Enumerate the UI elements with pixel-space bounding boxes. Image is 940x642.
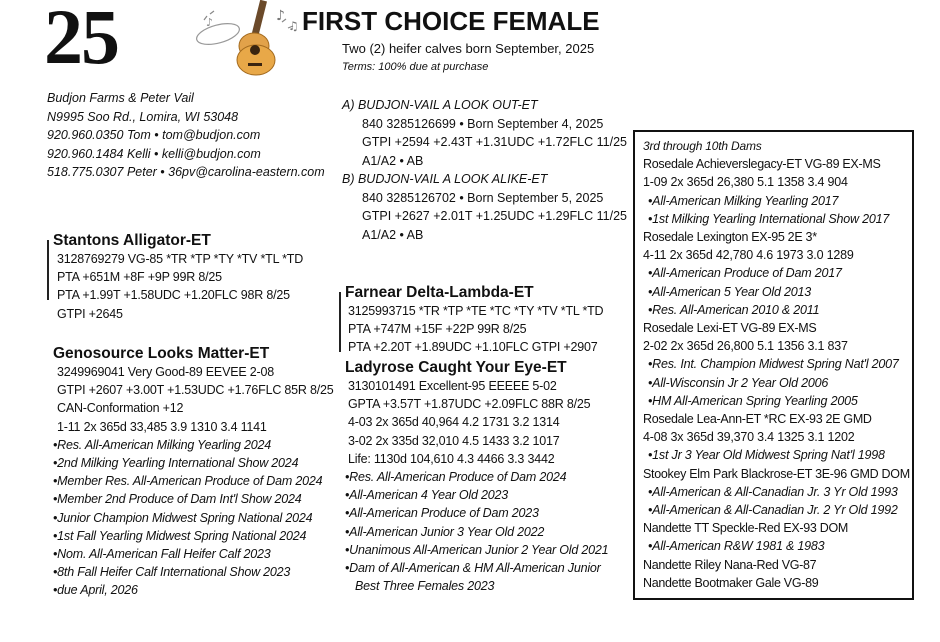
dam-ladyrose (345, 359, 608, 595)
dam-ladyrose-honor: •Unanimous All-American Junior 2 Year Old 2021 (345, 542, 609, 557)
heifer-b-genotype: A1/A2 • AB (362, 227, 424, 242)
svg-text:♪: ♪ (206, 16, 214, 29)
dam-genosource-honor: •Junior Champion Midwest Spring National 2024 (53, 510, 313, 525)
sire-farnear-name: Farnear Delta-Lambda-ET (345, 284, 534, 301)
dam-entry-name: Rosedale Lea-Ann-ET *RC EX-93 2E GMD (643, 412, 872, 427)
sire-farnear-line: PTA +2.20T +1.89UDC +1.10FLC GTPI +2907 (348, 340, 598, 355)
dam-entry-record: 1-09 2x 365d 26,380 5.1 1358 3.4 904 (643, 175, 848, 190)
heifer-b-gtpi: GTPI +2627 +2.01T +1.25UDC +1.29FLC 11/25 (362, 209, 627, 224)
dam-entry-name: Rosedale Achieverslegacy-ET VG-89 EX-MS (643, 157, 881, 172)
page-title: FIRST CHOICE FEMALE (302, 6, 600, 36)
sire-stantons-line: GTPI +2645 (57, 306, 123, 321)
lot-subtitle: Two (2) heifer calves born September, 2025 (342, 41, 595, 56)
svg-text:♪: ♪ (276, 8, 285, 24)
dam-entry-honor: •Res. All-American 2010 & 2011 (648, 302, 820, 317)
dam-entry-record: 4-08 3x 365d 39,370 3.4 1325 3.1 1202 (643, 430, 855, 445)
dam-entry-honor: •HM All-American Spring Yearling 2005 (648, 393, 858, 408)
dam-entry-honor: •1st Jr 3 Year Old Midwest Spring Nat'l 1998 (648, 448, 885, 463)
consignor-contact-kelli: 920.960.1484 Kelli • kelli@budjon.com (47, 146, 261, 161)
sire-farnear-line: 3125993715 *TR *TP *TE *TC *TY *TV *TL *TD (348, 304, 604, 318)
dam-entry-name: Stookey Elm Park Blackrose-ET 3E-96 GMD DOM (643, 466, 910, 481)
dam-entry-name: Nandette Bootmaker Gale VG-89 (643, 575, 819, 590)
heifer-a-id: 840 3285126699 • Born September 4, 2025 (362, 116, 604, 131)
dam-genosource-honor: •Res. All-American Milking Yearling 2024 (53, 437, 272, 452)
sire-farnear (345, 284, 603, 357)
heifer-a-gtpi: GTPI +2594 +2.43T +1.31UDC +1.72FLC 11/25 (362, 135, 627, 150)
dam-entry-name: Rosedale Lexi-ET VG-89 EX-MS (643, 321, 817, 336)
dam-genosource-line: CAN-Conformation +12 (57, 401, 184, 416)
dam-genosource (53, 345, 334, 600)
dam-entry-name: Nandette Riley Nana-Red VG-87 (643, 557, 817, 572)
dam-genosource-line: 3249969041 Very Good-89 EEVEE 2-08 (57, 365, 274, 379)
heifer-a (342, 96, 627, 170)
heifer-a-name: A) BUDJON-VAIL A LOOK OUT-ET (342, 98, 538, 112)
dam-entry-honor: •All-Wisconsin Jr 2 Year Old 2006 (648, 375, 829, 390)
dam-ladyrose-line: 4-03 2x 365d 40,964 4.2 1731 3.2 1314 (348, 415, 560, 430)
dams-heading: 3rd through 10th Dams (643, 139, 762, 153)
dam-entry-honor: •All-American Milking Yearling 2017 (648, 193, 839, 208)
dam-genosource-line: 1-11 2x 365d 33,485 3.9 1310 3.4 1141 (57, 419, 267, 434)
dam-genosource-honor: •1st Fall Yearling Midwest Spring National 2024 (53, 528, 307, 543)
dam-entry-honor: •All-American Produce of Dam 2017 (648, 266, 842, 281)
dam-genosource-name: Genosource Looks Matter-ET (53, 345, 270, 362)
dam-entry-record: 4-11 2x 365d 42,780 4.6 1973 3.0 1289 (643, 248, 854, 263)
svg-text:♫: ♫ (288, 19, 299, 33)
consignor-info (47, 89, 325, 182)
sire-farnear-line: PTA +747M +15F +22P 99R 8/25 (348, 322, 527, 337)
heifer-b-name: B) BUDJON-VAIL A LOOK ALIKE-ET (342, 172, 548, 186)
dam-entry-name: Rosedale Lexington EX-95 2E 3* (643, 230, 817, 245)
dam-entry-honor: •All-American R&W 1981 & 1983 (648, 539, 825, 554)
dam-genosource-honor: •Member Res. All-American Produce of Dam 2024 (53, 474, 323, 489)
consignor-contact-tom: 920.960.0350 Tom • tom@budjon.com (47, 128, 261, 143)
dam-entry-honor: •All-American & All-Canadian Jr. 2 Yr Old 1992 (648, 503, 898, 518)
consignor-name: Budjon Farms & Peter Vail (47, 91, 194, 105)
dam-entry-honor: •All-American 5 Year Old 2013 (648, 284, 812, 299)
sire-stantons-name: Stantons Alligator-ET (53, 232, 211, 249)
dam-ladyrose-line: 3130101491 Excellent-95 EEEEE 5-02 (348, 379, 557, 393)
terms-text: Terms: 100% due at purchase (342, 61, 489, 73)
dam-genosource-honor: •2nd Milking Yearling International Show 2024 (53, 456, 299, 471)
dam-ladyrose-honor: •All-American Produce of Dam 2023 (345, 506, 539, 521)
sire-stantons-line: PTA +1.99T +1.58UDC +1.20FLC 98R 8/25 (57, 288, 290, 303)
sire-stantons (53, 232, 303, 323)
dam-ladyrose-line: 3-02 2x 335d 32,010 4.5 1433 3.2 1017 (348, 433, 560, 448)
sire-stantons-line: PTA +651M +8F +9P 99R 8/25 (57, 270, 222, 285)
dam-ladyrose-honor: •Dam of All-American & HM All-American Junior (345, 561, 601, 576)
heifer-b (342, 170, 627, 244)
sire-stantons-line: 3128769279 VG-85 *TR *TP *TY *TV *TL *TD (57, 252, 304, 266)
heifer-b-id: 840 3285126702 • Born September 5, 2025 (362, 190, 604, 205)
dam-entry-honor: •Res. Int. Champion Midwest Spring Nat'l 2007 (648, 357, 899, 372)
dam-genosource-honor: •Member 2nd Produce of Dam Int'l Show 2024 (53, 492, 302, 507)
dam-ladyrose-line: Life: 1130d 104,610 4.3 4466 3.3 3442 (348, 451, 555, 466)
sire-bar (339, 292, 341, 352)
lot-number: 25 (44, 0, 118, 80)
dams-pedigree-box (633, 130, 914, 600)
guitar-illustration (196, 0, 302, 78)
dam-genosource-line: GTPI +2607 +3.00T +1.53UDC +1.76FLC 85R 8/25 (57, 383, 334, 398)
sire-bar (47, 240, 49, 300)
dam-ladyrose-honor: •All-American 4 Year Old 2023 (345, 488, 509, 503)
dam-ladyrose-honor: •All-American Junior 3 Year Old 2022 (345, 524, 545, 539)
dam-ladyrose-honor: Best Three Females 2023 (355, 579, 495, 594)
dam-entry-name: Nandette TT Speckle-Red EX-93 DOM (643, 521, 849, 536)
dam-entry-honor: •All-American & All-Canadian Jr. 3 Yr Old 1993 (648, 484, 898, 499)
consignor-contact-peter: 518.775.0307 Peter • 36pv@carolina-eastern.com (47, 165, 325, 180)
dam-entry-honor: •1st Milking Yearling International Show 2017 (648, 211, 890, 226)
heifer-a-genotype: A1/A2 • AB (362, 153, 424, 168)
dam-genosource-honor: •8th Fall Heifer Calf International Show 2023 (53, 565, 291, 580)
dam-ladyrose-name: Ladyrose Caught Your Eye-ET (345, 359, 567, 376)
dam-genosource-honor: •Nom. All-American Fall Heifer Calf 2023 (53, 547, 271, 562)
consignor-address: N9995 Soo Rd., Lomira, WI 53048 (47, 109, 239, 124)
dam-entry-record: 2-02 2x 365d 26,800 5.1 1356 3.1 837 (643, 339, 848, 354)
dam-ladyrose-line: GPTA +3.57T +1.87UDC +2.09FLC 88R 8/25 (348, 397, 591, 412)
dam-genosource-honor: •due April, 2026 (53, 583, 138, 598)
dam-ladyrose-honor: •Res. All-American Produce of Dam 2024 (345, 470, 567, 485)
